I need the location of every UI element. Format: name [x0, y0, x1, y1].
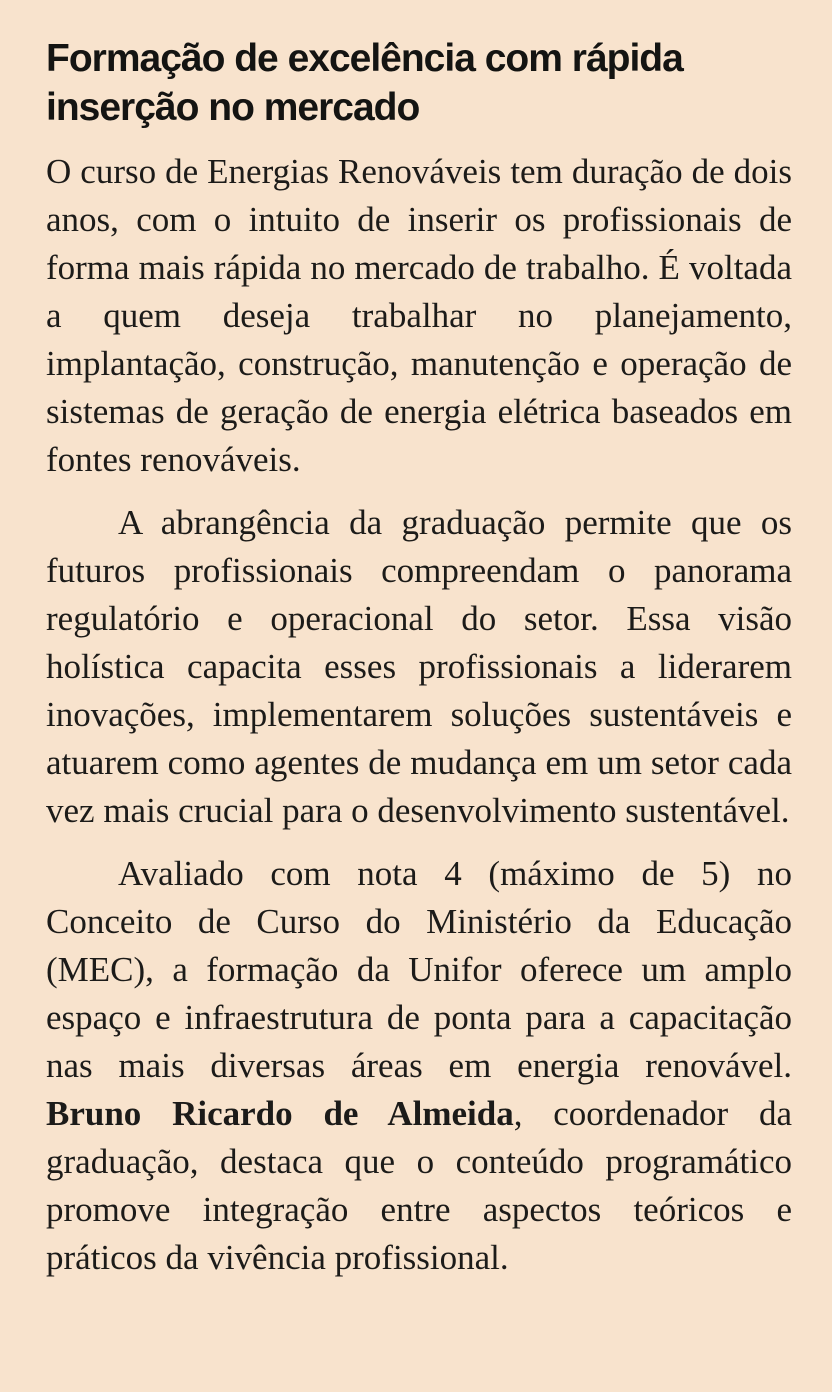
article-paragraph-2: A abrangência da graduação permite que os futuros profissionais compreendam o panorama regulatório e operacional do setor. Essa visão holística capacita esses profissionais a liderarem inovações, implementarem soluções sustentáveis e atuarem como agentes de mudança em um setor cada vez mais crucial para o desenvolvimento sustentável.	[46, 503, 792, 831]
article-paragraph-3	[46, 850, 792, 1282]
paragraph-3-tail: , coordenador da graduação, destaca que o conteúdo programático promove integração entre aspectos teóricos e práticos da vivência profissional.	[46, 1094, 793, 1278]
paragraph-3-lead: Avaliado com nota 4 (máximo de 5) no Conceito de Curso do Ministério da Educação (MEC), a formação da Unifor oferece um amplo espaço e infraestrutura de ponta para a capacitação nas mais diversas áreas em energia renovável.	[46, 854, 792, 1086]
article-heading: Formação de excelência com rápida inserção no mercado	[46, 37, 683, 130]
article-body	[46, 148, 792, 1282]
article-paragraph-1: O curso de Energias Renováveis tem duração de dois anos, com o intuito de inserir os profissionais de forma mais rápida no mercado de trabalho. É voltada a quem deseja trabalhar no planejamento, implantação, construção, manutenção e operação de sistemas de geração de energia elétrica baseados em fontes renováveis.	[46, 152, 792, 480]
coordinator-name: Bruno Ricardo de Almeida	[46, 1094, 514, 1134]
